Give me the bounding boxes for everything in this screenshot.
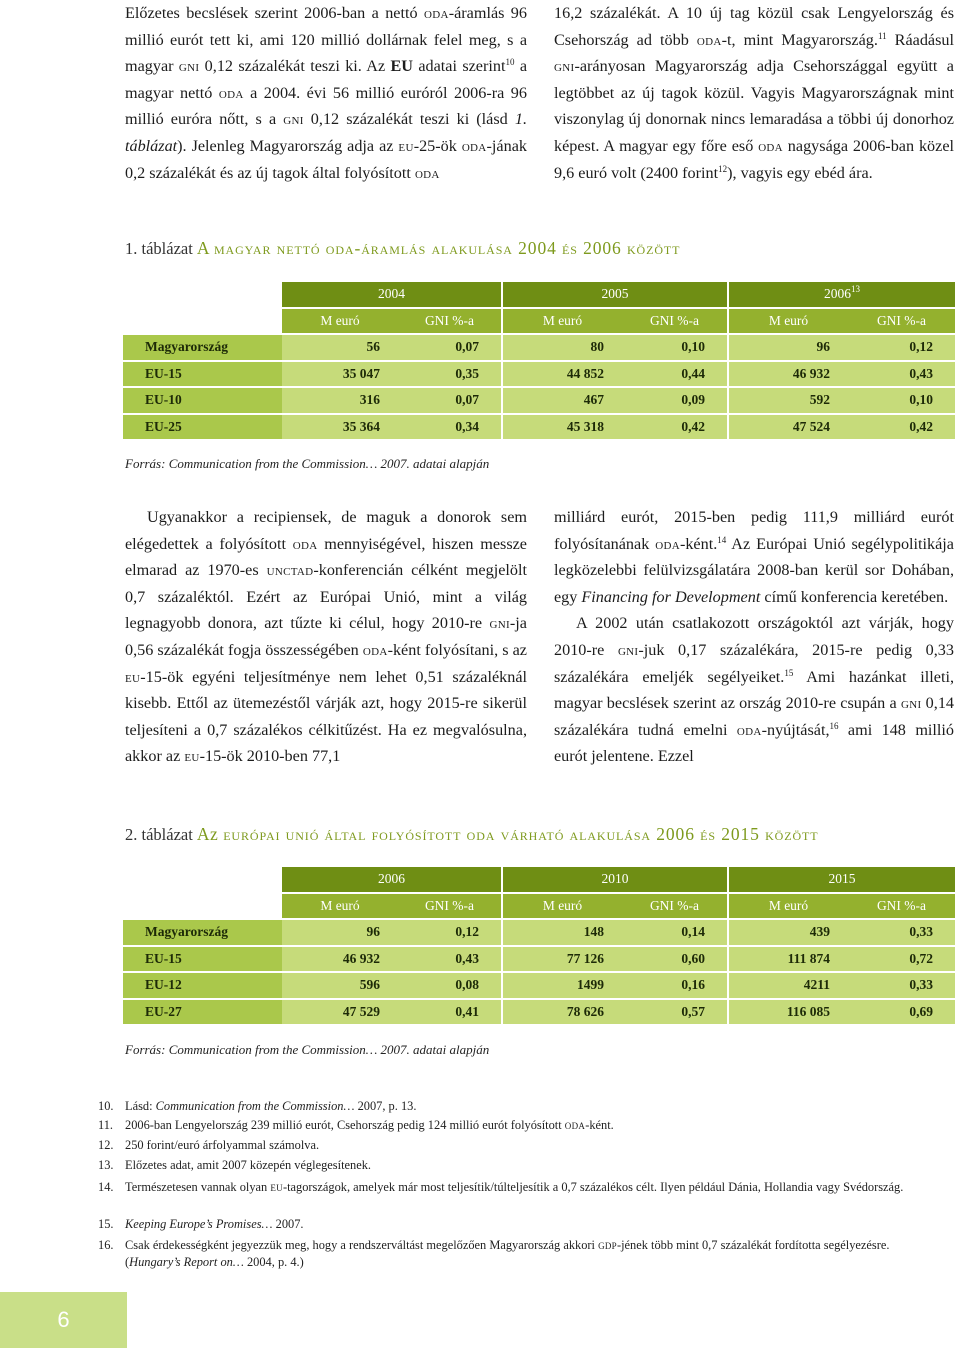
paragraph: Előzetes becslések szerint 2006-ban a nettó oda-áramlás 96 millió eurót tett ki, ami 120 millió dollárnak felel meg, s a magyar gni 0,12 százalékát teszi ki. Az EU adatai szerint$^{10}$ a magyar nettó oda a 2004. évi 56 millió euróról 2006-ra 96 millió euróra nőtt, s a gni 0,12 százalékát teszi ki (lásd 1. táblázat). Jelenleg Magyarország adja az eu-25-ök oda-jának 0,2 százalékát és az új tagok által folyósított oda: [125, 4, 528, 182]
cell: 47 524: [729, 413, 848, 440]
column-header: GNI %-a: [398, 892, 503, 919]
table-subheader: [123, 307, 955, 334]
column-header: GNI %-a: [622, 307, 729, 334]
year-header: 2004: [282, 282, 503, 307]
cell: 0,35: [398, 360, 503, 387]
year-header: 2005: [503, 282, 729, 307]
cell: 0,14: [622, 918, 729, 945]
cell: 96: [282, 918, 398, 945]
cell: 0,34: [398, 413, 503, 440]
cell: 0,07: [398, 333, 503, 360]
column-header: GNI %-a: [848, 892, 955, 919]
year-header: 2010: [503, 867, 729, 892]
year-header: 2006: [282, 867, 503, 892]
table-1-caption: 1. táblázat A magyar nettó oda-áramlás alakulása 2004 és 2006 között: [125, 238, 681, 258]
cell: 80: [503, 333, 622, 360]
cell: 0,42: [622, 413, 729, 440]
cell: 0,08: [398, 971, 503, 998]
cell: 0,69: [848, 998, 955, 1025]
cell: 596: [282, 971, 398, 998]
cell: 148: [503, 918, 622, 945]
table-row: [123, 413, 955, 440]
cell: 4211: [729, 971, 848, 998]
cell: 0,10: [622, 333, 729, 360]
row-label: Magyarország: [123, 333, 282, 360]
cell: 0,72: [848, 945, 955, 972]
cell: 0,33: [848, 971, 955, 998]
row-label: EU-25: [123, 413, 282, 440]
paragraph: Ugyanakkor a recipiensek, de maguk a donorok sem elégedettek a folyósított oda mennyiségével, hiszen messze elmarad az 1970-es unctad-konferencián célként megjelölt 0,7 százaléktól. Ezért az Európai Unió, mint a világ legnagyobb donora, azt tűzte ki célul, hogy 2010-re gni-ja 0,56 százalékát fogja összességében oda-ként folyósítani, s az eu-15-ök egyéni teljesítménye nem lehet 0,51 százaléknál kisebb. Ettől az ütemezéstől várják azt, hogy 2015-re sikerül teljesíteni a 0,7 százalékos célkitűzést. Ha ez megvalósulna, akkor az eu-15-ök 2010-ben 77,1: [125, 508, 527, 766]
footnote-10: 10. Lásd: Communication from the Commission… 2007, p. 13.: [98, 1099, 417, 1113]
table-row: [123, 386, 955, 413]
text-column-middle-left: [125, 504, 527, 770]
cell: 46 932: [282, 945, 398, 972]
column-header: GNI %-a: [848, 307, 955, 334]
paragraph: 16,2 százalékát. A 10 új tag közül csak Lengyelország és Csehország ad több oda-t, mint Magyarország.$^{11}$ Ráadásul gni-arányosan Magyarország adja Csehországgal együtt a legtöbbet az új tagok közül. Vagyis Magyarországnak mint viszonylag új donornak nincs lemaradása a többi új donorhoz képest. A magyar egy főre eső oda nagysága 2006-ban közel 9,6 euró volt (2400 forint$^{12}$), vagyis egy ebéd ára.: [554, 4, 955, 182]
cell: 0,41: [398, 998, 503, 1025]
table-2-source: Forrás: Communication from the Commission… 2007. adatai alapján: [125, 1042, 490, 1057]
footnote-12: 12. 250 forint/euró árfolyammal számolva.: [98, 1138, 320, 1152]
footnote-13: 13. Előzetes adat, amit 2007 közepén véglegesítenek.: [98, 1158, 371, 1172]
table-subheader: [123, 892, 955, 919]
table-row: [123, 360, 955, 387]
cell: 35 364: [282, 413, 398, 440]
footnote-14: 14. Természetesen vannak olyan eu-tagországok, amelyek már most teljesítik/túlteljesítik a 0,7 százalékos célt. Ilyen például Dánia, Hollandia vagy Svédország.: [98, 1180, 904, 1194]
cell: 0,07: [398, 386, 503, 413]
cell: 592: [729, 386, 848, 413]
row-label: EU-27: [123, 998, 282, 1025]
row-label: EU-12: [123, 971, 282, 998]
cell: 77 126: [503, 945, 622, 972]
footnote-16: 16. Csak érdekességként jegyezzük meg, hogy a rendszerváltást megelőzően Magyarország akkori gdp-jének több mint 0,7 százalékát fordította segélyezésre. (Hungary’s Report on… 2004, p. 4.): [98, 1238, 890, 1269]
paragraph: milliárd eurót, 2015-ben pedig 111,9 milliárd eurót folyósítanának oda-ként.$^{14}$ Az Európai Unió segélypolitikája legközelebbi felülvizsgálatára 2008-ban kerül sor Dohában, egy Financing for Development című konferencia keretében.: [554, 508, 954, 606]
footnote-ref[interactable]: 10: [505, 57, 515, 68]
row-label: Magyarország: [123, 918, 282, 945]
cell: 439: [729, 918, 848, 945]
year-header: 2006$^{13}$: [729, 282, 955, 307]
cell: 44 852: [503, 360, 622, 387]
cell: 0,57: [622, 998, 729, 1025]
row-label: EU-15: [123, 360, 282, 387]
column-header: M euró: [503, 307, 622, 334]
footnote-15: 15. Keeping Europe’s Promises… 2007.: [98, 1217, 304, 1231]
table-1-source: Forrás: Communication from the Commission… 2007. adatai alapján: [125, 456, 490, 471]
table-row: [123, 971, 955, 998]
paragraph: A 2002 után csatlakozott országoktól azt várják, hogy 2010-re gni-juk 0,17 százalékára, 2015-re pedig 0,33 százalékára emeljék segélyeiket.$^{15}$ Ami hazánkat illeti, magyar becslések szerint az ország 2010-re csupán a gni 0,14 százalékára tudná emelni oda-nyújtását,$^{16}$ ami 148 millió eurót jelentene. Ezzel: [554, 614, 955, 766]
table-2-caption: 2. táblázat Az európai unió által folyósított oda várható alakulása 2006 és 2015 között: [125, 824, 819, 844]
column-header: M euró: [282, 892, 398, 919]
cell: 78 626: [503, 998, 622, 1025]
footnote-ref[interactable]: 11: [877, 30, 887, 41]
cell: 0,10: [848, 386, 955, 413]
cell: 56: [282, 333, 398, 360]
table-2: [123, 867, 955, 1024]
cell: 46 932: [729, 360, 848, 387]
table-header-years: [123, 867, 955, 892]
cell: 0,60: [622, 945, 729, 972]
cell: 45 318: [503, 413, 622, 440]
cell: 96: [729, 333, 848, 360]
year-header: 2015: [729, 867, 955, 892]
cell: 0,43: [848, 360, 955, 387]
cell: 0,43: [398, 945, 503, 972]
column-header: GNI %-a: [622, 892, 729, 919]
row-label: EU-15: [123, 945, 282, 972]
table-1: [123, 282, 955, 439]
cell: 47 529: [282, 998, 398, 1025]
table-header-years: [123, 282, 955, 307]
cell: 316: [282, 386, 398, 413]
cell: 0,12: [848, 333, 955, 360]
cell: 467: [503, 386, 622, 413]
cell: 0,16: [622, 971, 729, 998]
cell: 111 874: [729, 945, 848, 972]
footnote-ref[interactable]: 12: [718, 163, 728, 174]
cell: 1499: [503, 971, 622, 998]
cell: 0,42: [848, 413, 955, 440]
column-header: M euró: [282, 307, 398, 334]
row-label: EU-10: [123, 386, 282, 413]
text-column-top-left: [125, 0, 527, 186]
table-row: [123, 998, 955, 1025]
page-number: 6: [0, 1292, 127, 1348]
table-row: [123, 333, 955, 360]
table-row: [123, 945, 955, 972]
footnote-ref[interactable]: 13: [851, 284, 860, 295]
cell: 0,33: [848, 918, 955, 945]
footnote-11: 11. 2006-ban Lengyelország 239 millió eurót, Csehország pedig 124 millió eurót folyósított oda-ként.: [98, 1118, 614, 1132]
cell: 116 085: [729, 998, 848, 1025]
column-header: M euró: [729, 892, 848, 919]
footnote-ref[interactable]: 16: [829, 720, 839, 731]
cell: 0,44: [622, 360, 729, 387]
table-row: [123, 918, 955, 945]
cell: 35 047: [282, 360, 398, 387]
column-header: M euró: [503, 892, 622, 919]
cell: 0,12: [398, 918, 503, 945]
text-column-middle-right: [554, 504, 954, 770]
text-column-top-right: [554, 0, 954, 186]
column-header: GNI %-a: [398, 307, 503, 334]
footnote-ref[interactable]: 14: [717, 534, 727, 545]
column-header: M euró: [729, 307, 848, 334]
cell: 0,09: [622, 386, 729, 413]
footnote-ref[interactable]: 15: [784, 667, 794, 678]
